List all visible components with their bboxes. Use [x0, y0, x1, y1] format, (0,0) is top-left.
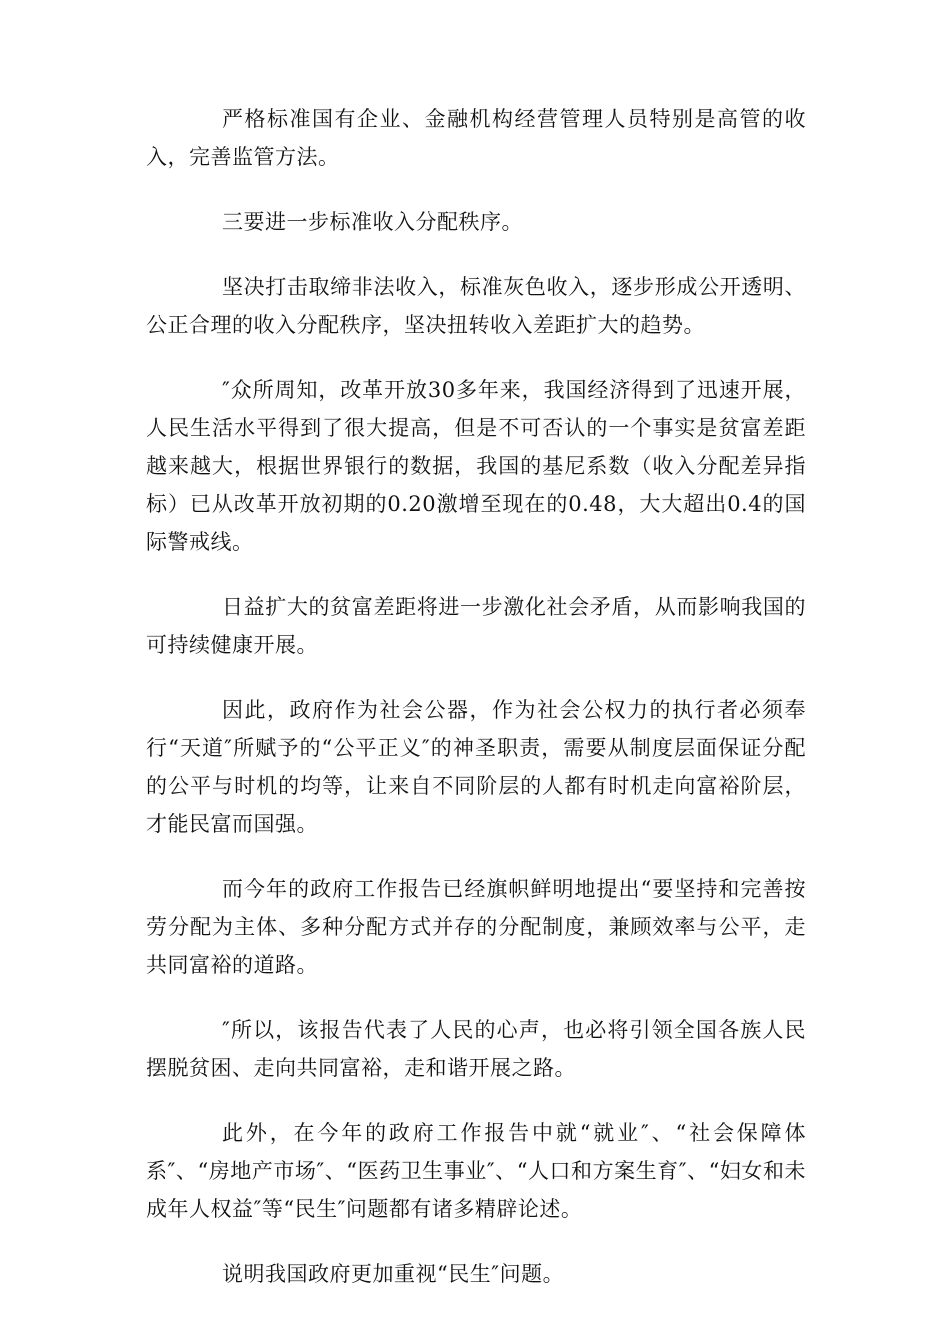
paragraph: 而今年的政府工作报告已经旗帜鲜明地提出“要坚持和完善按劳分配为主体、多种分配方式并存的分配制度，兼顾效率与公平，走共同富裕的道路。: [146, 877, 806, 977]
paragraph: 坚决打击取缔非法收入，标准灰色收入，逐步形成公开透明、公正合理的收入分配秩序，坚决扭转收入差距扩大的趋势。: [146, 275, 806, 337]
paragraph: 此外，在今年的政府工作报告中就“就业″、“社会保障体系″、“房地产市场″、“医药卫生事业″、“人口和方案生育″、“妇女和未成年人权益″等“民生″问题都有诸多精辟论述。: [146, 1121, 806, 1221]
paragraph: 三要进一步标准收入分配秩序。: [222, 210, 523, 234]
paragraph: ″所以，该报告代表了人民的心声，也必将引领全国各族人民摆脱贫困、走向共同富裕，走和谐开展之路。: [146, 1018, 806, 1080]
paragraph: ″众所周知，改革开放30多年来，我国经济得到了迅速开展，人民生活水平得到了很大提高，但是不可否认的一个事实是贫富差距越来越大，根据世界银行的数据，我国的基尼系数（收入分配差异指标）已从改革开放初期的0.20激增至现在的0.48，大大超出0.4的国际警戒线。: [146, 378, 806, 554]
document-body: [146, 100, 806, 1320]
paragraph: 说明我国政府更加重视“民生″问题。: [222, 1262, 565, 1286]
paragraph: 严格标准国有企业、金融机构经营管理人员特别是高管的收入，完善监管方法。: [146, 107, 806, 169]
paragraph: 日益扩大的贫富差距将进一步激化社会矛盾，从而影响我国的可持续健康开展。: [146, 595, 806, 657]
paragraph: 因此，政府作为社会公器，作为社会公权力的执行者必须奉行“天道″所赋予的“公平正义″的神圣职责，需要从制度层面保证分配的公平与时机的均等，让来自不同阶层的人都有时机走向富裕阶层，才能民富而国强。: [146, 698, 806, 836]
